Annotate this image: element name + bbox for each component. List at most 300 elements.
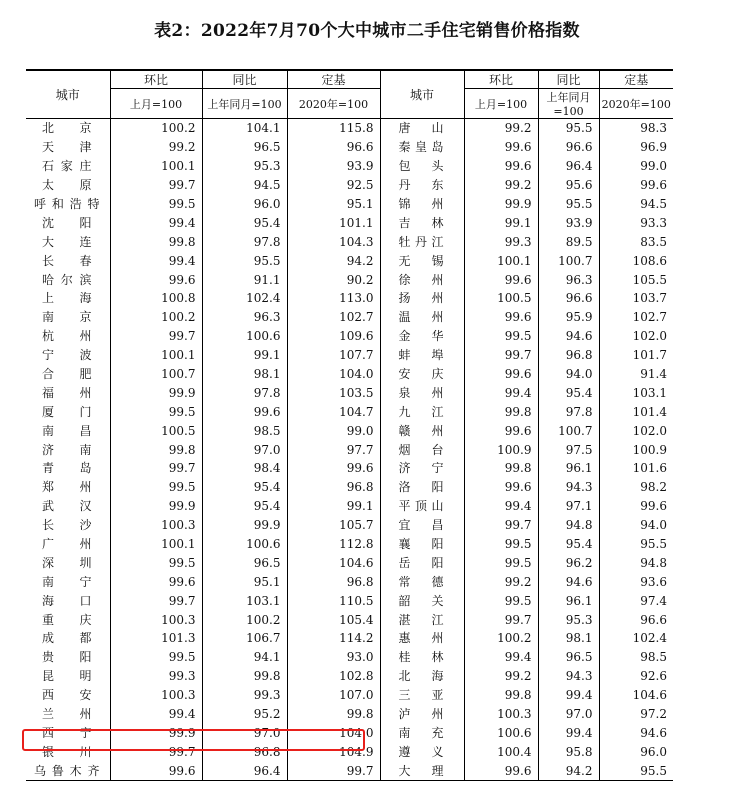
header-city-right: 城市 — [380, 70, 464, 119]
cell-city-right: 常 德 — [380, 572, 464, 591]
table-row — [26, 232, 673, 251]
cell-city-left: 西 安 — [42, 688, 92, 703]
cell-yoy-left: 100.2 — [202, 610, 287, 629]
cell-yoy-right: 96.6 — [538, 138, 599, 157]
cell-base-left: 107.7 — [287, 346, 380, 365]
cell-city-right: 宜 昌 — [380, 516, 464, 535]
cell-mom-right: 99.6 — [464, 478, 538, 497]
cell-city-left: 武 汉 — [42, 499, 92, 514]
cell-city-right: 泉 州 — [380, 383, 464, 402]
table-body — [26, 119, 673, 781]
cell-city-left: 乌鲁木齐 — [26, 761, 110, 780]
cell-mom-left: 99.7 — [110, 591, 202, 610]
cell-base-left: 105.7 — [287, 516, 380, 535]
table-row — [26, 119, 673, 138]
cell-mom-right: 99.6 — [464, 157, 538, 176]
cell-yoy-left: 104.1 — [202, 119, 287, 138]
cell-base-right: 103.1 — [599, 383, 673, 402]
cell-yoy-left: 98.4 — [202, 459, 287, 478]
cell-mom-left: 101.3 — [110, 629, 202, 648]
cell-city-right: 湛 江 — [380, 610, 464, 629]
cell-city-right: 平顶山 — [380, 497, 464, 516]
cell-mom-right: 100.5 — [464, 289, 538, 308]
cell-mom-left: 99.6 — [110, 270, 202, 289]
cell-base-left: 102.8 — [287, 667, 380, 686]
cell-yoy-right: 96.4 — [538, 157, 599, 176]
cell-city-left: 深 圳 — [42, 555, 92, 570]
cell-mom-left: 100.8 — [110, 289, 202, 308]
cell-mom-left: 100.1 — [110, 535, 202, 554]
cell-yoy-left: 99.6 — [202, 402, 287, 421]
cell-base-left: 104.0 — [287, 365, 380, 384]
cell-yoy-left: 95.5 — [202, 251, 287, 270]
cell-base-left: 115.8 — [287, 119, 380, 138]
cell-city-left: 南 昌 — [42, 423, 92, 438]
cell-base-left: 93.0 — [287, 648, 380, 667]
cell-mom-right: 99.6 — [464, 365, 538, 384]
table-row — [26, 742, 673, 761]
cell-yoy-right: 95.9 — [538, 308, 599, 327]
cell-base-left: 102.7 — [287, 308, 380, 327]
cell-mom-left: 100.7 — [110, 365, 202, 384]
cell-city-right: 韶 关 — [380, 591, 464, 610]
cell-yoy-right: 96.3 — [538, 270, 599, 289]
cell-yoy-left: 99.1 — [202, 346, 287, 365]
header-base-right: 定基 — [599, 70, 673, 89]
cell-base-right: 83.5 — [599, 232, 673, 251]
cell-yoy-right: 95.3 — [538, 610, 599, 629]
cell-mom-right: 99.7 — [464, 346, 538, 365]
cell-mom-right: 100.1 — [464, 251, 538, 270]
cell-mom-right: 99.6 — [464, 138, 538, 157]
cell-yoy-right: 99.4 — [538, 686, 599, 705]
cell-city-right: 岳 阳 — [380, 553, 464, 572]
cell-base-left: 95.1 — [287, 195, 380, 214]
cell-city-left: 济 南 — [42, 442, 92, 457]
cell-city-right: 遵 义 — [380, 742, 464, 761]
cell-mom-right: 99.6 — [464, 308, 538, 327]
cell-mom-left: 99.7 — [110, 176, 202, 195]
cell-base-left: 99.6 — [287, 459, 380, 478]
cell-mom-left: 100.3 — [110, 610, 202, 629]
table-row — [26, 686, 673, 705]
cell-mom-left: 99.6 — [110, 572, 202, 591]
cell-base-right: 93.6 — [599, 572, 673, 591]
cell-yoy-left: 100.6 — [202, 535, 287, 554]
cell-city-right: 烟 台 — [380, 440, 464, 459]
cell-mom-right: 99.9 — [464, 195, 538, 214]
cell-mom-right: 99.5 — [464, 553, 538, 572]
cell-base-right: 101.6 — [599, 459, 673, 478]
cell-base-right: 98.5 — [599, 648, 673, 667]
cell-base-right: 94.8 — [599, 553, 673, 572]
cell-base-right: 96.0 — [599, 742, 673, 761]
cell-mom-right: 99.8 — [464, 459, 538, 478]
cell-yoy-right: 94.3 — [538, 478, 599, 497]
cell-mom-left: 100.3 — [110, 516, 202, 535]
cell-mom-right: 99.6 — [464, 270, 538, 289]
cell-city-right: 丹 东 — [380, 176, 464, 195]
cell-mom-left: 99.7 — [110, 742, 202, 761]
table-row — [26, 572, 673, 591]
cell-base-right: 97.4 — [599, 591, 673, 610]
cell-city-left: 上 海 — [42, 291, 92, 306]
header-base-left: 定基 — [287, 70, 380, 89]
cell-city-left: 昆 明 — [42, 669, 92, 684]
cell-city-left: 西 宁 — [42, 725, 92, 740]
cell-base-left: 104.0 — [287, 724, 380, 743]
subheader-mom-right: 上月=100 — [464, 89, 538, 119]
cell-base-right: 101.4 — [599, 402, 673, 421]
cell-base-left: 101.1 — [287, 213, 380, 232]
table-row — [26, 365, 673, 384]
cell-mom-left: 99.2 — [110, 138, 202, 157]
cell-city-left: 兰 州 — [42, 707, 92, 722]
cell-yoy-right: 100.7 — [538, 251, 599, 270]
cell-mom-left: 99.4 — [110, 251, 202, 270]
cell-yoy-right: 95.4 — [538, 383, 599, 402]
cell-yoy-right: 96.8 — [538, 346, 599, 365]
cell-base-right: 93.3 — [599, 213, 673, 232]
cell-city-right: 徐 州 — [380, 270, 464, 289]
table-row — [26, 157, 673, 176]
cell-yoy-left: 95.4 — [202, 478, 287, 497]
cell-yoy-right: 95.8 — [538, 742, 599, 761]
cell-city-left: 海 口 — [42, 593, 92, 608]
cell-city-left: 银 川 — [42, 744, 92, 759]
cell-yoy-right: 96.6 — [538, 289, 599, 308]
table-row — [26, 553, 673, 572]
table-row — [26, 761, 673, 780]
cell-yoy-left: 103.1 — [202, 591, 287, 610]
cell-base-left: 96.8 — [287, 478, 380, 497]
cell-yoy-left: 94.5 — [202, 176, 287, 195]
cell-city-right: 无 锡 — [380, 251, 464, 270]
cell-city-right: 惠 州 — [380, 629, 464, 648]
subheader-base-left: 2020年=100 — [287, 89, 380, 119]
cell-mom-right: 100.3 — [464, 705, 538, 724]
cell-mom-right: 99.4 — [464, 383, 538, 402]
cell-base-left: 99.1 — [287, 497, 380, 516]
cell-base-right: 102.0 — [599, 421, 673, 440]
cell-mom-left: 99.5 — [110, 648, 202, 667]
cell-city-right: 三 亚 — [380, 686, 464, 705]
cell-mom-right: 99.4 — [464, 497, 538, 516]
cell-base-right: 99.6 — [599, 497, 673, 516]
cell-yoy-left: 100.6 — [202, 327, 287, 346]
cell-mom-left: 99.5 — [110, 402, 202, 421]
cell-city-left: 成 都 — [42, 631, 92, 646]
cell-yoy-right: 100.7 — [538, 421, 599, 440]
cell-base-right: 102.7 — [599, 308, 673, 327]
cell-mom-right: 99.1 — [464, 213, 538, 232]
cell-base-left: 99.0 — [287, 421, 380, 440]
cell-city-right: 秦皇岛 — [380, 138, 464, 157]
cell-city-left: 南 宁 — [42, 574, 92, 589]
cell-city-left: 郑 州 — [42, 480, 92, 495]
cell-base-right: 91.4 — [599, 365, 673, 384]
cell-mom-left: 100.5 — [110, 421, 202, 440]
cell-yoy-left: 96.5 — [202, 553, 287, 572]
cell-yoy-left: 96.4 — [202, 761, 287, 780]
cell-base-right: 95.5 — [599, 761, 673, 780]
table-row — [26, 459, 673, 478]
cell-city-left: 杭 州 — [42, 329, 92, 344]
table-row — [26, 440, 673, 459]
cell-city-right: 锦 州 — [380, 195, 464, 214]
table-row — [26, 383, 673, 402]
cell-mom-left: 99.7 — [110, 459, 202, 478]
table-row — [26, 213, 673, 232]
cell-mom-left: 99.5 — [110, 195, 202, 214]
cell-base-right: 103.7 — [599, 289, 673, 308]
cell-yoy-left: 94.1 — [202, 648, 287, 667]
cell-mom-right: 99.3 — [464, 232, 538, 251]
cell-city-left: 石家庄 — [42, 159, 92, 174]
cell-city-right: 吉 林 — [380, 213, 464, 232]
cell-mom-left: 99.7 — [110, 327, 202, 346]
cell-yoy-left: 95.4 — [202, 497, 287, 516]
cell-yoy-left: 96.3 — [202, 308, 287, 327]
cell-yoy-right: 97.8 — [538, 402, 599, 421]
cell-base-right: 96.6 — [599, 610, 673, 629]
table-row — [26, 629, 673, 648]
cell-mom-left: 99.9 — [110, 497, 202, 516]
cell-yoy-right: 97.5 — [538, 440, 599, 459]
cell-mom-right: 99.2 — [464, 176, 538, 195]
cell-yoy-right: 95.5 — [538, 119, 599, 138]
table-row — [26, 270, 673, 289]
table-row — [26, 516, 673, 535]
cell-mom-left: 99.9 — [110, 724, 202, 743]
cell-yoy-left: 97.8 — [202, 383, 287, 402]
cell-mom-right: 99.2 — [464, 119, 538, 138]
cell-mom-left: 99.6 — [110, 761, 202, 780]
cell-yoy-right: 97.0 — [538, 705, 599, 724]
cell-mom-left: 99.8 — [110, 232, 202, 251]
cell-city-left: 大 连 — [42, 234, 92, 249]
table-row — [26, 497, 673, 516]
cell-base-right: 92.6 — [599, 667, 673, 686]
cell-yoy-left: 102.4 — [202, 289, 287, 308]
cell-yoy-left: 97.0 — [202, 440, 287, 459]
cell-city-left: 合 肥 — [42, 367, 92, 382]
subheader-yoy-left: 上年同月=100 — [202, 89, 287, 119]
cell-city-right: 安 庆 — [380, 365, 464, 384]
cell-base-right: 99.6 — [599, 176, 673, 195]
cell-city-left: 天 津 — [42, 140, 92, 155]
cell-base-right: 101.7 — [599, 346, 673, 365]
cell-base-right: 102.0 — [599, 327, 673, 346]
cell-city-right: 包 头 — [380, 157, 464, 176]
cell-city-left: 南 京 — [42, 310, 92, 325]
cell-base-left: 96.6 — [287, 138, 380, 157]
table-row — [26, 610, 673, 629]
header-yoy-right: 同比 — [538, 70, 599, 89]
cell-yoy-right: 95.5 — [538, 195, 599, 214]
cell-yoy-right: 99.4 — [538, 724, 599, 743]
cell-base-left: 96.8 — [287, 572, 380, 591]
cell-yoy-left: 98.1 — [202, 365, 287, 384]
cell-base-left: 94.2 — [287, 251, 380, 270]
cell-base-left: 93.9 — [287, 157, 380, 176]
cell-yoy-right: 94.0 — [538, 365, 599, 384]
cell-yoy-left: 95.3 — [202, 157, 287, 176]
header-mom-left: 环比 — [110, 70, 202, 89]
cell-city-left: 呼和浩特 — [34, 197, 100, 211]
subheader-yoy-right: 上年同月=100 — [538, 89, 599, 119]
cell-city-left: 贵 阳 — [42, 650, 92, 665]
cell-yoy-left: 96.5 — [202, 138, 287, 157]
cell-yoy-right: 96.1 — [538, 591, 599, 610]
cell-yoy-right: 94.6 — [538, 572, 599, 591]
cell-yoy-right: 96.1 — [538, 459, 599, 478]
cell-yoy-right: 89.5 — [538, 232, 599, 251]
cell-yoy-right: 96.2 — [538, 553, 599, 572]
cell-mom-right: 99.2 — [464, 667, 538, 686]
cell-city-left: 沈 阳 — [42, 215, 92, 230]
table-row — [26, 176, 673, 195]
cell-base-right: 108.6 — [599, 251, 673, 270]
cell-city-left: 厦 门 — [42, 404, 92, 419]
table-row — [26, 138, 673, 157]
cell-yoy-right: 98.1 — [538, 629, 599, 648]
header-city-left: 城市 — [26, 70, 110, 119]
cell-city-right: 大 理 — [380, 761, 464, 780]
cell-mom-left: 100.2 — [110, 308, 202, 327]
cell-yoy-left: 97.8 — [202, 232, 287, 251]
cell-city-right: 济 宁 — [380, 459, 464, 478]
cell-base-left: 104.9 — [287, 742, 380, 761]
cell-city-right: 九 江 — [380, 402, 464, 421]
cell-base-left: 114.2 — [287, 629, 380, 648]
cell-yoy-left: 96.8 — [202, 742, 287, 761]
cell-city-right: 赣 州 — [380, 421, 464, 440]
cell-base-left: 104.7 — [287, 402, 380, 421]
cell-city-right: 温 州 — [380, 308, 464, 327]
cell-mom-right: 99.8 — [464, 686, 538, 705]
price-index-table — [26, 69, 673, 781]
cell-mom-right: 99.5 — [464, 535, 538, 554]
cell-base-right: 94.0 — [599, 516, 673, 535]
cell-base-left: 107.0 — [287, 686, 380, 705]
cell-base-right: 102.4 — [599, 629, 673, 648]
cell-city-left: 青 岛 — [42, 461, 92, 476]
cell-mom-right: 99.7 — [464, 516, 538, 535]
cell-base-right: 98.2 — [599, 478, 673, 497]
cell-yoy-right: 97.1 — [538, 497, 599, 516]
cell-base-left: 90.2 — [287, 270, 380, 289]
cell-yoy-left: 99.8 — [202, 667, 287, 686]
cell-city-right: 扬 州 — [380, 289, 464, 308]
subheader-mom-left: 上月=100 — [110, 89, 202, 119]
table-row — [26, 705, 673, 724]
cell-city-left: 长 春 — [42, 253, 92, 268]
table-row — [26, 327, 673, 346]
table-row — [26, 591, 673, 610]
cell-mom-left: 100.2 — [110, 119, 202, 138]
cell-yoy-right: 95.4 — [538, 535, 599, 554]
cell-base-left: 99.7 — [287, 761, 380, 780]
cell-city-left: 广 州 — [42, 537, 92, 552]
cell-yoy-left: 99.9 — [202, 516, 287, 535]
cell-base-left: 112.8 — [287, 535, 380, 554]
cell-yoy-right: 93.9 — [538, 213, 599, 232]
cell-yoy-left: 95.2 — [202, 705, 287, 724]
cell-yoy-left: 97.0 — [202, 724, 287, 743]
cell-base-left: 105.4 — [287, 610, 380, 629]
cell-yoy-left: 91.1 — [202, 270, 287, 289]
cell-base-right: 105.5 — [599, 270, 673, 289]
page-title: 表2：2022年7月70个大中城市二手住宅销售价格指数 — [154, 21, 580, 41]
cell-city-left: 长 沙 — [42, 518, 92, 533]
cell-mom-right: 99.8 — [464, 402, 538, 421]
cell-city-left: 宁 波 — [42, 348, 92, 363]
cell-mom-right: 99.6 — [464, 761, 538, 780]
cell-mom-left: 99.5 — [110, 553, 202, 572]
table-row — [26, 346, 673, 365]
cell-base-left: 97.7 — [287, 440, 380, 459]
cell-city-left: 哈尔滨 — [42, 272, 92, 287]
header-yoy-left: 同比 — [202, 70, 287, 89]
table-row — [26, 421, 673, 440]
cell-mom-left: 99.4 — [110, 705, 202, 724]
cell-yoy-right: 94.8 — [538, 516, 599, 535]
cell-city-left: 太 原 — [42, 178, 92, 193]
cell-mom-left: 100.1 — [110, 157, 202, 176]
cell-base-right: 96.9 — [599, 138, 673, 157]
cell-city-right: 北 海 — [380, 667, 464, 686]
cell-base-right: 99.0 — [599, 157, 673, 176]
cell-mom-left: 99.9 — [110, 383, 202, 402]
cell-city-right: 泸 州 — [380, 705, 464, 724]
table-row — [26, 478, 673, 497]
table-row — [26, 648, 673, 667]
cell-city-right: 洛 阳 — [380, 478, 464, 497]
cell-mom-right: 100.9 — [464, 440, 538, 459]
cell-mom-right: 99.2 — [464, 572, 538, 591]
cell-mom-right: 99.5 — [464, 591, 538, 610]
table-row — [26, 251, 673, 270]
cell-yoy-left: 95.4 — [202, 213, 287, 232]
cell-yoy-right: 94.3 — [538, 667, 599, 686]
cell-mom-right: 100.2 — [464, 629, 538, 648]
cell-yoy-left: 99.3 — [202, 686, 287, 705]
cell-mom-right: 100.4 — [464, 742, 538, 761]
cell-yoy-left: 96.0 — [202, 195, 287, 214]
cell-base-left: 92.5 — [287, 176, 380, 195]
cell-yoy-right: 94.6 — [538, 327, 599, 346]
cell-base-left: 109.6 — [287, 327, 380, 346]
cell-base-left: 103.5 — [287, 383, 380, 402]
cell-yoy-left: 95.1 — [202, 572, 287, 591]
cell-base-right: 100.9 — [599, 440, 673, 459]
cell-mom-left: 100.3 — [110, 686, 202, 705]
cell-mom-right: 99.7 — [464, 610, 538, 629]
cell-base-right: 104.6 — [599, 686, 673, 705]
cell-base-right: 94.5 — [599, 195, 673, 214]
cell-mom-left: 99.4 — [110, 213, 202, 232]
cell-yoy-left: 106.7 — [202, 629, 287, 648]
cell-mom-left: 99.5 — [110, 478, 202, 497]
cell-yoy-right: 96.5 — [538, 648, 599, 667]
cell-mom-left: 99.3 — [110, 667, 202, 686]
table-row — [26, 667, 673, 686]
cell-mom-right: 99.4 — [464, 648, 538, 667]
cell-city-right: 金 华 — [380, 327, 464, 346]
table-row — [26, 724, 673, 743]
cell-mom-right: 99.5 — [464, 327, 538, 346]
